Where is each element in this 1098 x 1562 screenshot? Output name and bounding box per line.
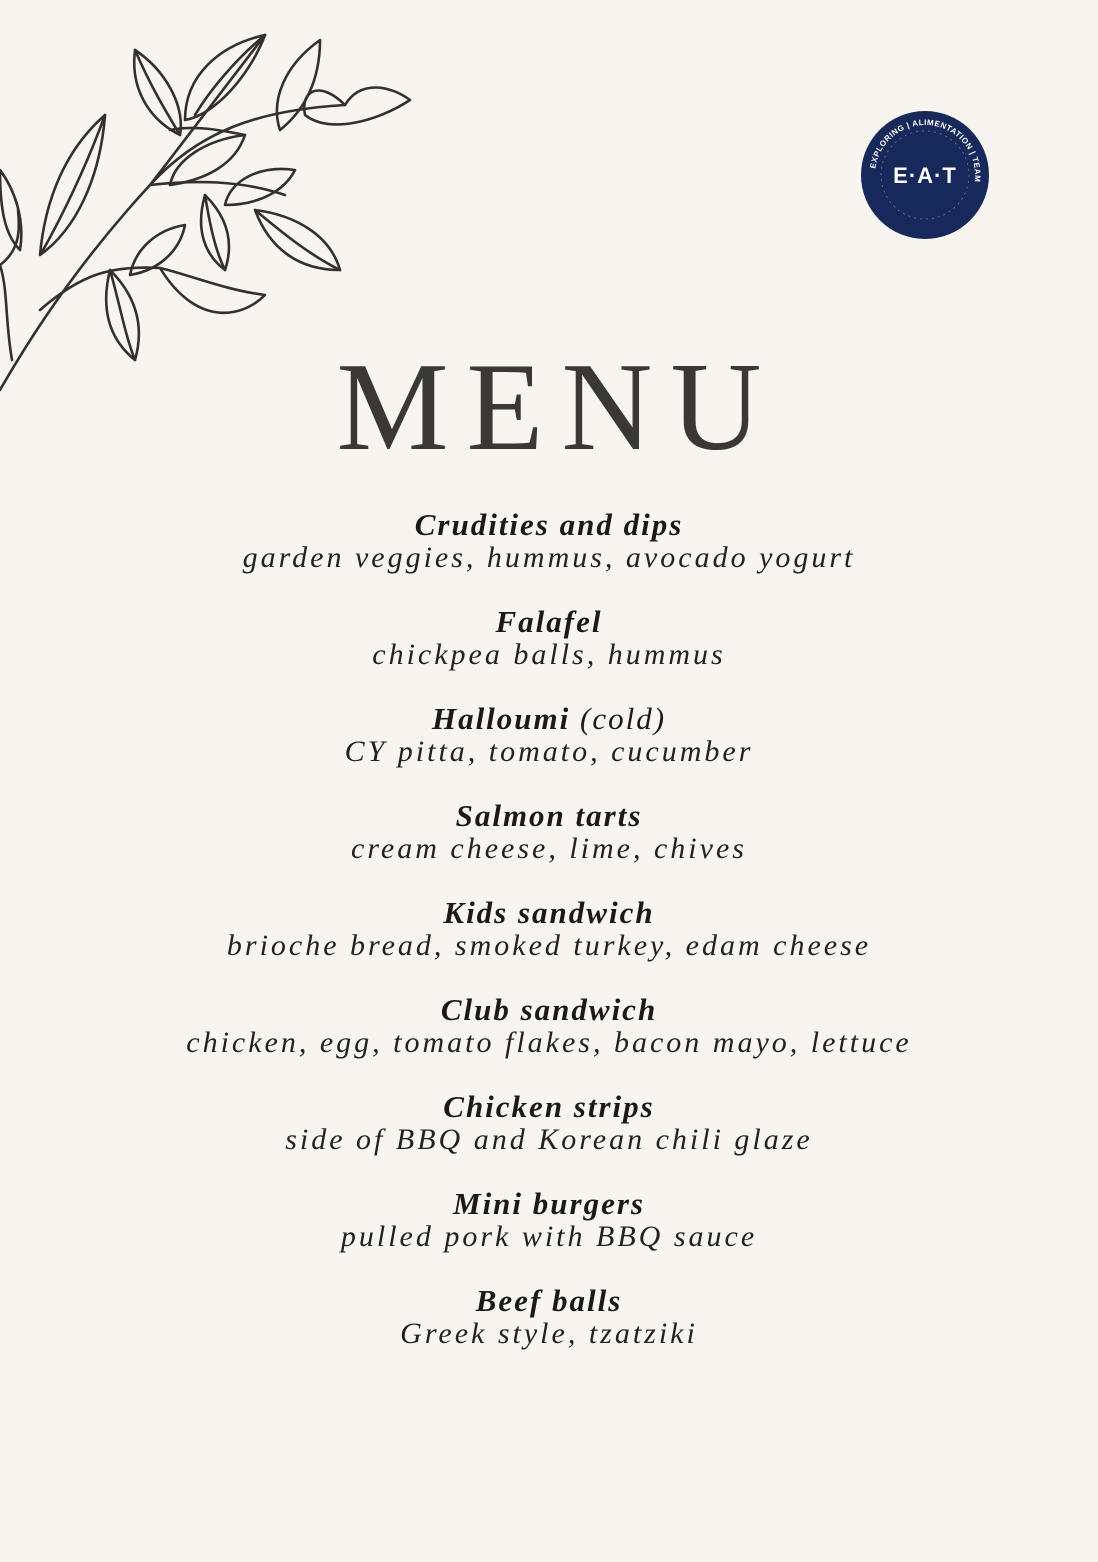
menu-item-name: Club sandwich <box>440 992 658 1027</box>
menu-item-name: Kids sandwich <box>443 895 655 930</box>
menu-item-name: Chicken strips <box>443 1089 655 1124</box>
menu-item <box>0 896 1098 993</box>
menu-item-description: CY pitta, tomato, cucumber <box>344 735 754 768</box>
menu-item <box>0 702 1098 799</box>
menu-list <box>0 508 1098 1381</box>
menu-item-name: Salmon tarts <box>455 798 643 833</box>
menu-item <box>0 508 1098 605</box>
logo-ring-text: EXPLORING | ALIMENTATION | TEAM <box>868 117 983 183</box>
menu-item-name: Mini burgers <box>453 1186 645 1221</box>
menu-item-description: side of BBQ and Korean chili glaze <box>285 1123 813 1156</box>
logo-monogram: E·A·T <box>893 163 957 188</box>
menu-item <box>0 605 1098 702</box>
menu-item <box>0 1284 1098 1381</box>
menu-item-name: Beef balls <box>475 1283 623 1318</box>
menu-item <box>0 993 1098 1090</box>
menu-item-description: chicken, egg, tomato flakes, bacon mayo, lettuce <box>186 1026 912 1059</box>
menu-item-note: (cold) <box>580 701 667 736</box>
menu-item-description: chickpea balls, hummus <box>372 638 726 671</box>
menu-item-description: cream cheese, lime, chives <box>351 832 747 865</box>
menu-item <box>0 1187 1098 1284</box>
menu-item-description: garden veggies, hummus, avocado yogurt <box>242 541 856 574</box>
menu-title: MENU <box>336 338 780 477</box>
menu-item-name: Halloumi (cold) <box>431 701 667 736</box>
menu-item-description: Greek style, tzatziki <box>400 1317 698 1350</box>
menu-item <box>0 1090 1098 1187</box>
menu-item-name: Falafel <box>495 604 603 639</box>
menu-item <box>0 799 1098 896</box>
menu-item-description: brioche bread, smoked turkey, edam cheese <box>226 929 872 962</box>
eat-logo-icon <box>860 110 990 240</box>
menu-item-description: pulled pork with BBQ sauce <box>340 1220 758 1253</box>
menu-item-name: Crudities and dips <box>414 507 684 542</box>
